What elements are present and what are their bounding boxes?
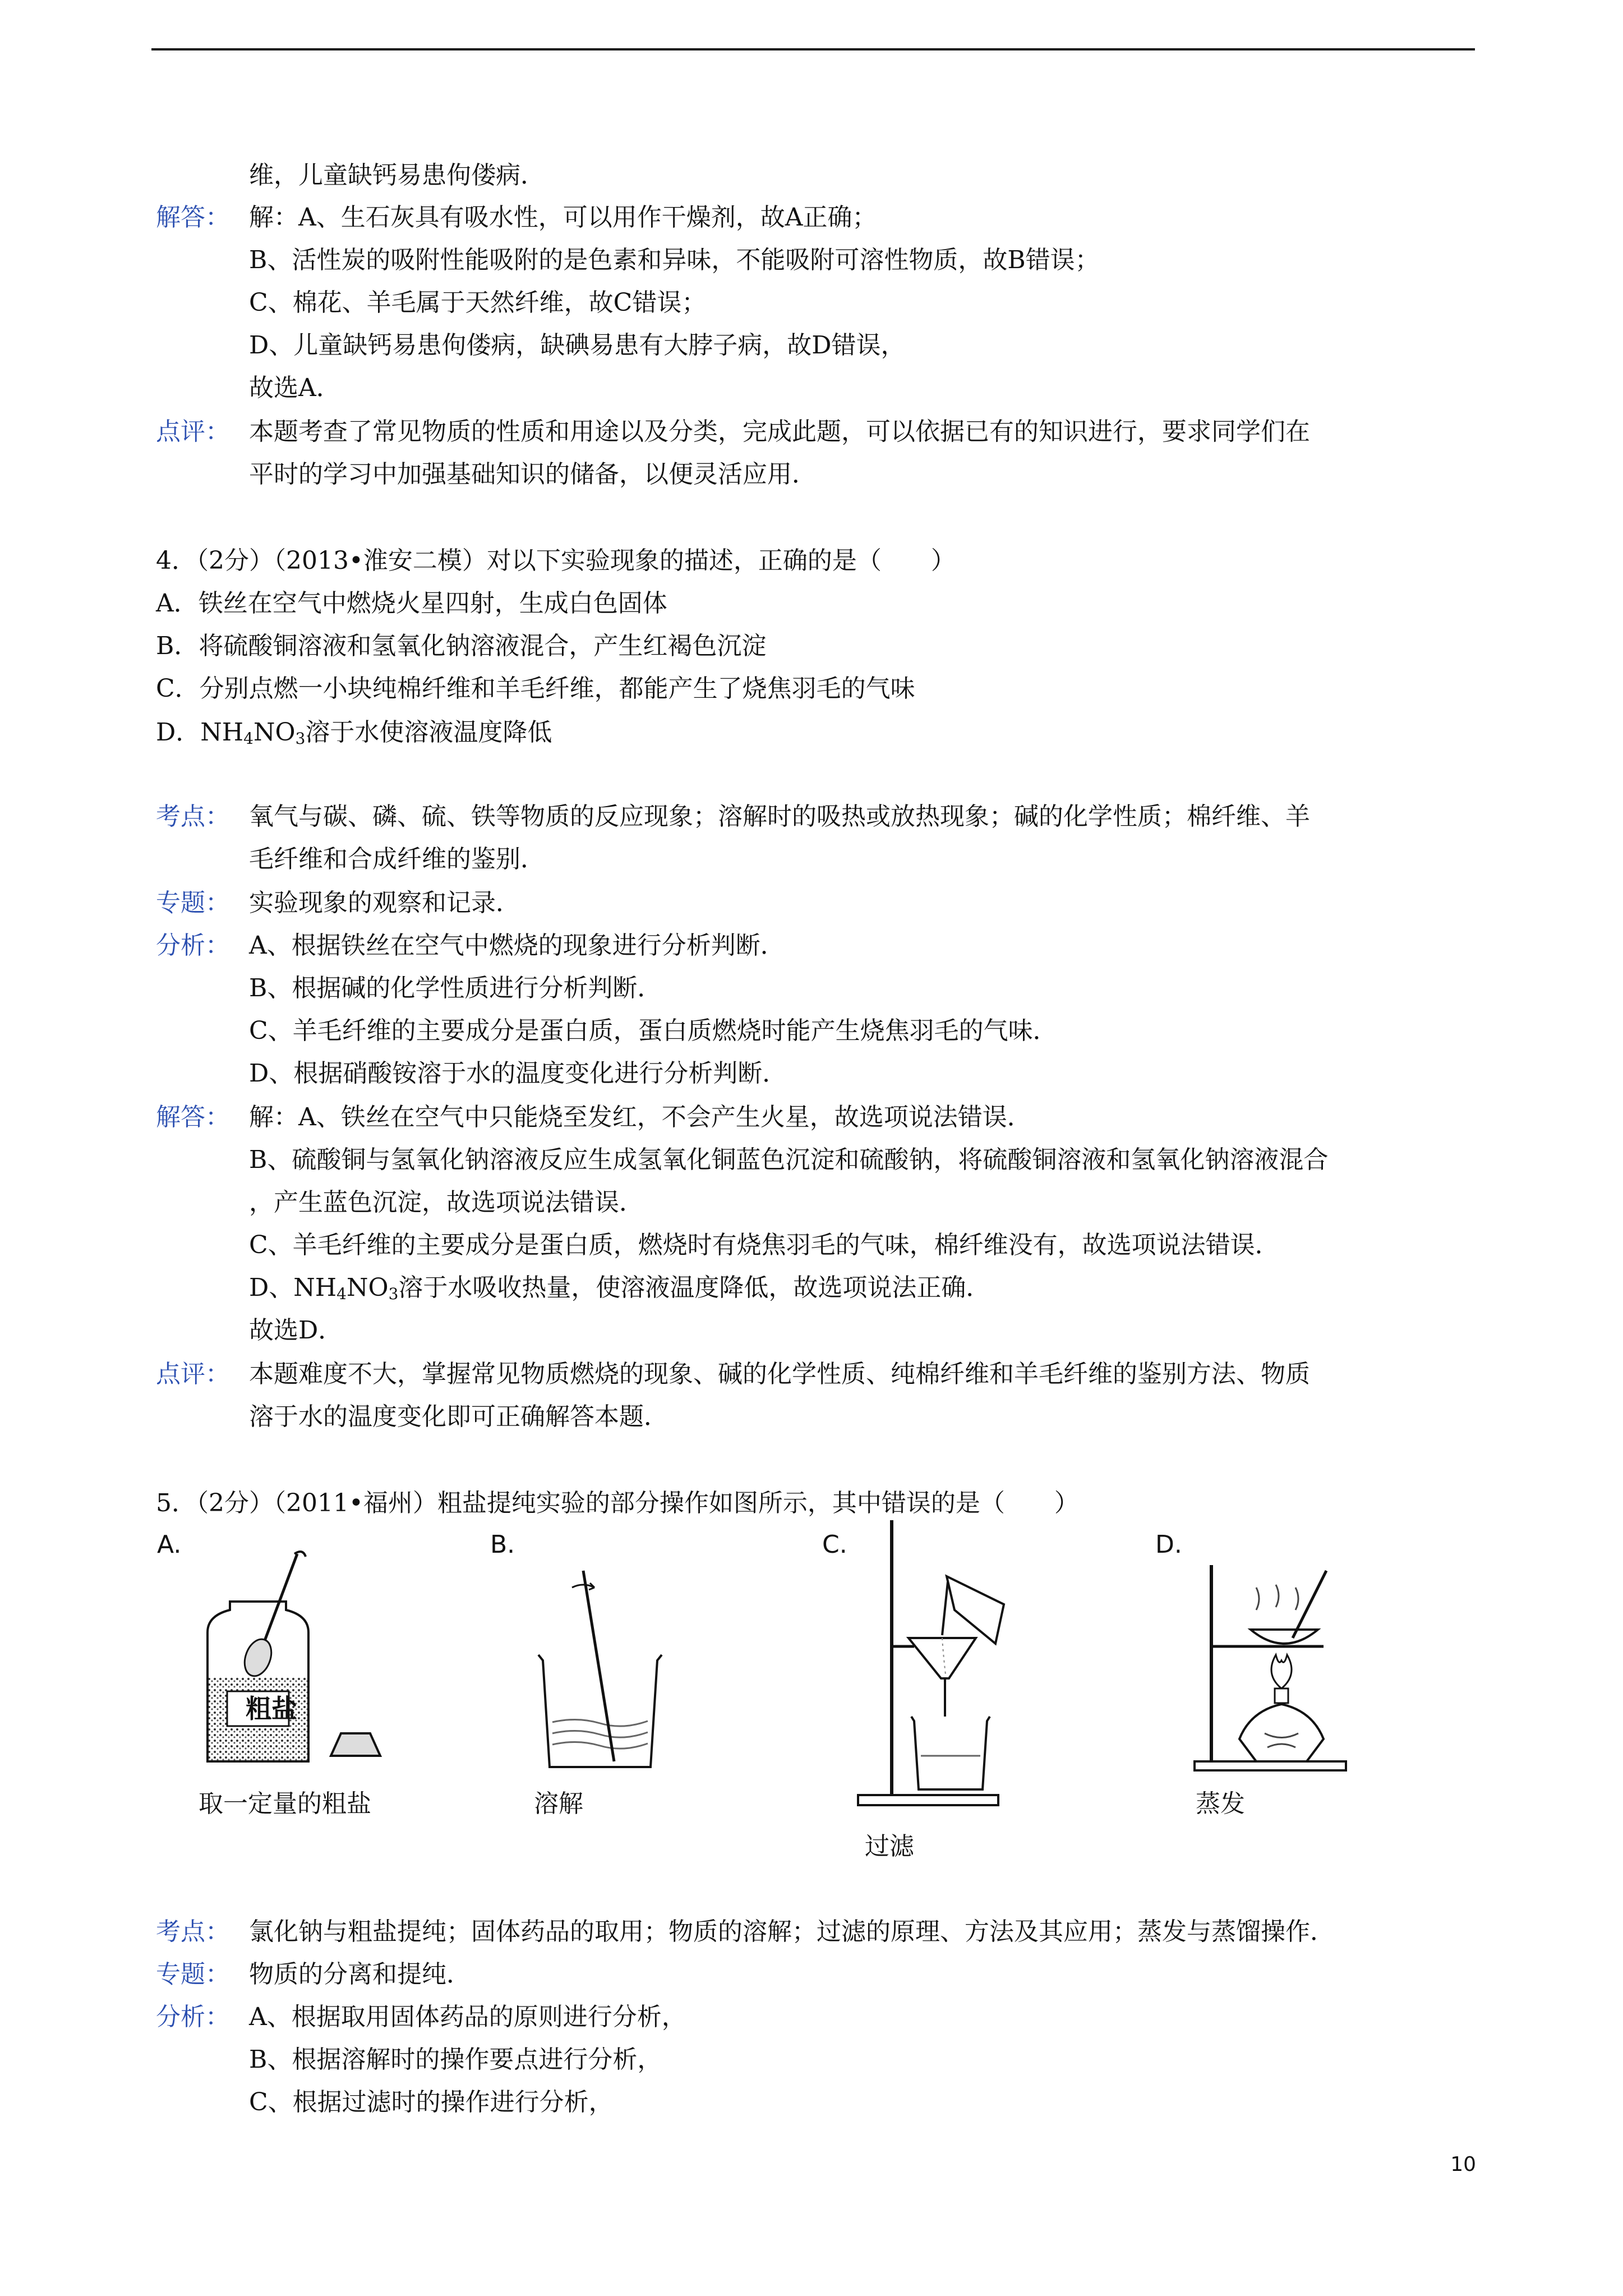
- q5-kaodian-label: 考点：: [156, 1917, 230, 1946]
- q3-answer-line: B、活性炭的吸附性能吸附的是色素和异味，不能吸附可溶性物质，故B错误；: [249, 246, 1100, 274]
- figure-a-caption: 取一定量的粗盐: [199, 1789, 371, 1818]
- q4-answer-label: 解答：: [156, 1103, 230, 1131]
- q3-cont: 维，儿童缺钙易患佝偻病．: [249, 161, 545, 190]
- q4-zhuanti: 实验现象的观察和记录．: [249, 889, 520, 917]
- q4-answer-line: 解：A、铁丝在空气中只能烧至发红，不会产生火星，故选项说法错误．: [249, 1103, 1032, 1131]
- q3-comment-label: 点评：: [156, 417, 230, 446]
- q4-kaodian-label: 考点：: [156, 802, 230, 831]
- q4-answer-line: ，产生蓝色沉淀，故选项说法错误．: [249, 1188, 644, 1217]
- figure-a-salt-bottle: [196, 1548, 409, 1773]
- q4-answer-line: B、硫酸铜与氢氧化钠溶液反应生成氢氧化铜蓝色沉淀和硫酸钠，将硫酸铜溶液和氢氧化钠溶液混合: [249, 1145, 1329, 1174]
- q4-analysis-line: A、根据铁丝在空气中燃烧的现象进行分析判断．: [249, 931, 785, 960]
- figure-c-filtration: [836, 1515, 1060, 1818]
- q3-answer-line: 故选A．: [249, 374, 341, 402]
- figure-d-caption: 蒸发: [1196, 1789, 1245, 1818]
- q4-comment-line: 溶于水的温度变化即可正确解答本题．: [249, 1402, 668, 1431]
- page-number: 10: [1450, 2153, 1476, 2176]
- q4-comment-label: 点评：: [156, 1360, 230, 1388]
- figure-b-beaker-dissolving: [527, 1565, 684, 1778]
- header-rule: [151, 48, 1475, 50]
- q3-answer-line: 解：A、生石灰具有吸水性，可以用作干燥剂，故A正确；: [249, 203, 877, 232]
- figure-d-letter: D.: [1155, 1530, 1182, 1559]
- q3-comment-line: 平时的学习中加强基础知识的储备，以便灵活应用．: [249, 460, 817, 489]
- q4-kaodian-line: 氧气与碳、磷、硫、铁等物质的反应现象；溶解时的吸热或放热现象；碱的化学性质；棉纤维、羊: [249, 802, 1310, 831]
- q4-comment-line: 本题难度不大，掌握常见物质燃烧的现象、碱的化学性质、纯棉纤维和羊毛纤维的鉴别方法、物质: [249, 1360, 1310, 1388]
- q4-analysis-line: D、根据硝酸铵溶于水的温度变化进行分析判断．: [249, 1059, 787, 1088]
- figure-b-caption: 溶解: [534, 1789, 583, 1818]
- q5-zhuanti-label: 专题：: [156, 1960, 230, 1989]
- q3-answer-label: 解答：: [156, 203, 230, 232]
- figure-c-letter: C.: [822, 1530, 847, 1559]
- q4-analysis-label: 分析：: [156, 931, 230, 960]
- q4-answer-line: C、羊毛纤维的主要成分是蛋白质，燃烧时有烧焦羽毛的气味，棉纤维没有，故选项说法错误．: [249, 1231, 1280, 1259]
- q3-answer-line: D、儿童缺钙易患佝偻病，缺碘易患有大脖子病，故D错误，: [249, 331, 906, 360]
- q5-analysis-line: A、根据取用固体药品的原则进行分析，: [249, 2003, 686, 2031]
- q3-answer-line: C、棉花、羊毛属于天然纤维，故C错误；: [249, 288, 707, 317]
- q4-analysis-line: C、羊毛纤维的主要成分是蛋白质，蛋白质燃烧时能产生烧焦羽毛的气味．: [249, 1016, 1058, 1045]
- q4-answer-line-d: D、$NH_4NO_3$溶于水吸收热量，使溶液温度降低，故选项说法正确．: [249, 1273, 991, 1303]
- q4-kaodian-line: 毛纤维和合成纤维的鉴别．: [249, 845, 545, 873]
- q4-option-b: B．将硫酸铜溶液和氢氧化钠溶液混合，产生红褐色沉淀: [156, 632, 767, 660]
- q4-option-c: C．分别点燃一小块纯棉纤维和羊毛纤维，都能产生了烧焦羽毛的气味: [156, 674, 915, 703]
- figure-a-letter: A.: [157, 1530, 182, 1559]
- bottle-label: 粗盐: [246, 1694, 297, 1724]
- q4-stem: 4．（2分）（2013•淮安二模）对以下实验现象的描述，正确的是（ ）: [156, 546, 956, 575]
- q5-stem: 5．（2分）（2011•福州）粗盐提纯实验的部分操作如图所示，其中错误的是（ ）: [156, 1489, 1079, 1517]
- q5-analysis-line: B、根据溶解时的操作要点进行分析，: [249, 2045, 662, 2074]
- q4-analysis-line: B、根据碱的化学性质进行分析判断．: [249, 974, 662, 1002]
- q4-option-d: D．$NH_4NO_3$溶于水使溶液温度降低: [156, 718, 552, 748]
- q5-zhuanti: 物质的分离和提纯．: [249, 1960, 471, 1989]
- q5-analysis-line: C、根据过滤时的操作进行分析，: [249, 2088, 614, 2116]
- q3-comment-line: 本题考查了常见物质的性质和用途以及分类，完成此题，可以依据已有的知识进行，要求同学们在: [249, 417, 1310, 446]
- q5-kaodian: 氯化钠与粗盐提纯；固体药品的取用；物质的溶解；过滤的原理、方法及其应用；蒸发与蒸馏操作．: [249, 1917, 1335, 1946]
- figure-c-caption: 过滤: [865, 1832, 914, 1861]
- figure-b-letter: B.: [490, 1530, 515, 1559]
- q4-option-a: A．铁丝在空气中燃烧火星四射，生成白色固体: [156, 589, 667, 618]
- figure-d-evaporation: [1172, 1554, 1385, 1784]
- q4-answer-end: 故选D．: [249, 1316, 343, 1345]
- q4-zhuanti-label: 专题：: [156, 889, 230, 917]
- q5-analysis-label: 分析：: [156, 2003, 230, 2031]
